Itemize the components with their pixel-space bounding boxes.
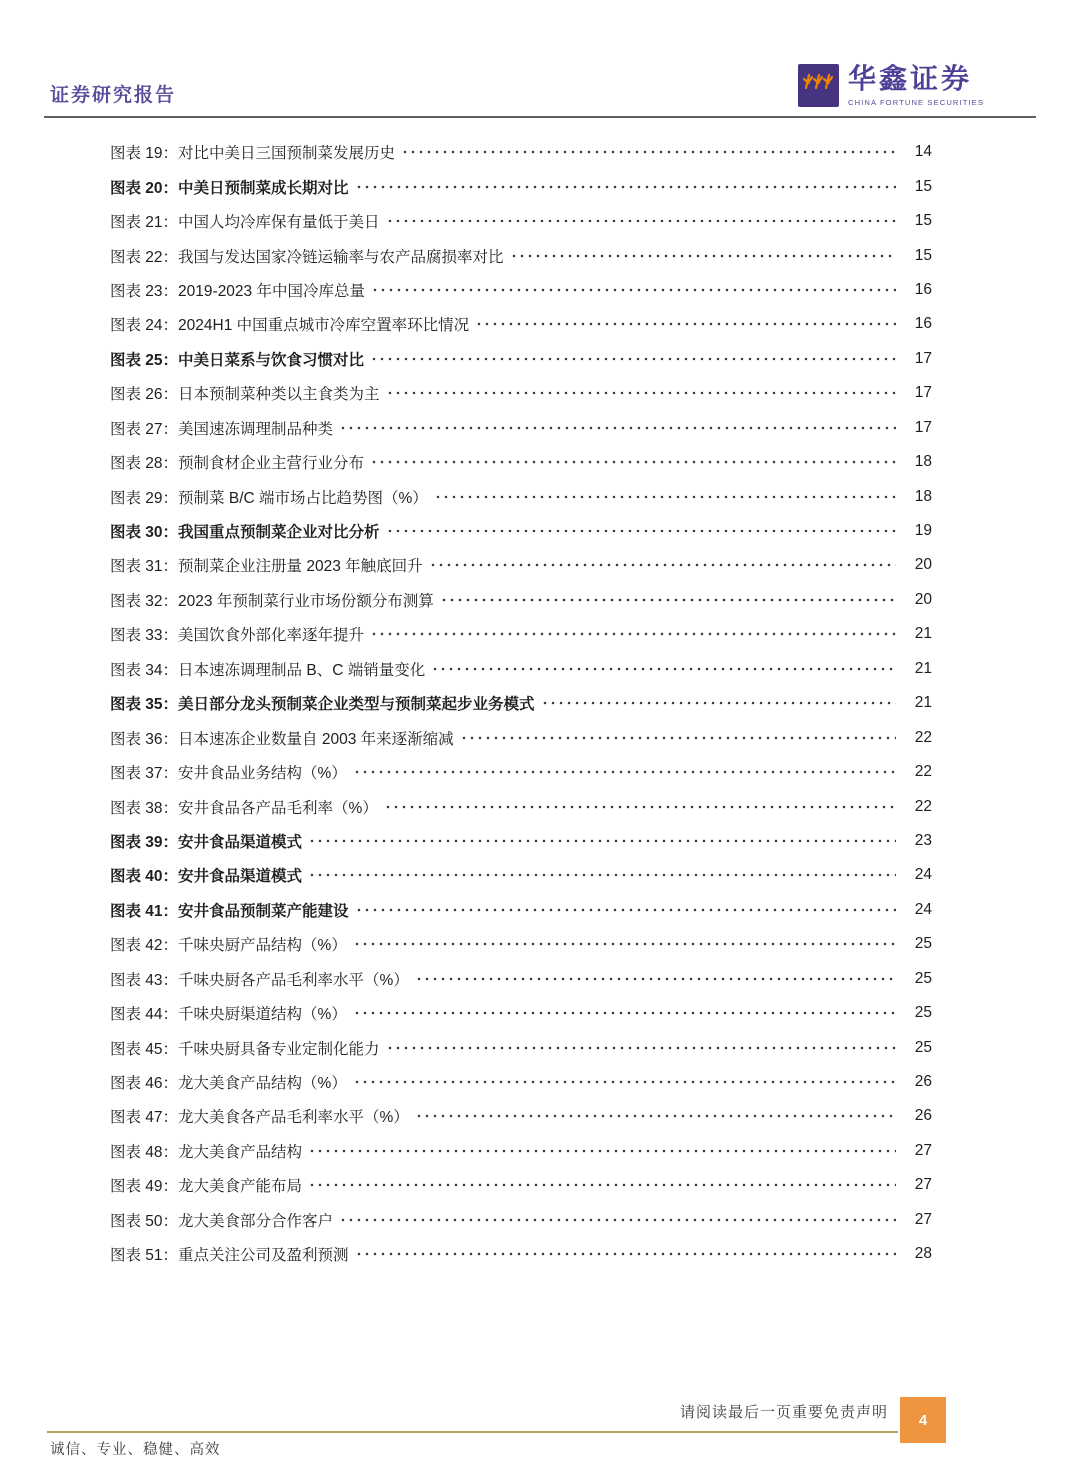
dot-leader bbox=[386, 213, 896, 229]
dot-leader bbox=[355, 902, 896, 918]
dot-leader bbox=[308, 1143, 896, 1159]
toc-entry-page: 24 bbox=[914, 900, 932, 918]
toc-entry bbox=[110, 652, 932, 686]
figure-list bbox=[110, 135, 932, 1271]
toc-entry bbox=[110, 1030, 932, 1064]
toc-entry-label: 图表 35：美日部分龙头预制菜企业类型与预制菜起步业务模式 bbox=[110, 696, 535, 714]
brand-name-en: CHINA FORTUNE SECURITIES bbox=[848, 97, 984, 107]
toc-entry-label: 图表 38：安井食品各产品毛利率（%） bbox=[110, 799, 378, 817]
toc-entry-label: 图表 33：美国饮食外部化率逐年提升 bbox=[110, 627, 365, 645]
toc-entry-page: 22 bbox=[914, 728, 932, 746]
dot-leader bbox=[510, 248, 896, 264]
toc-entry bbox=[110, 307, 932, 341]
toc-entry-page: 21 bbox=[914, 625, 932, 643]
toc-entry-label: 图表 41：安井食品预制菜产能建设 bbox=[110, 902, 349, 920]
toc-entry-page: 27 bbox=[914, 1176, 932, 1194]
toc-entry bbox=[110, 755, 932, 789]
report-type-label: 证券研究报告 bbox=[50, 85, 177, 106]
dot-leader bbox=[401, 144, 896, 160]
dot-leader bbox=[460, 730, 896, 746]
toc-entry bbox=[110, 1168, 932, 1202]
toc-entry bbox=[110, 617, 932, 651]
toc-entry bbox=[110, 1237, 932, 1271]
brand-logo bbox=[798, 64, 984, 107]
toc-entry-page: 25 bbox=[914, 935, 932, 953]
toc-entry-page: 16 bbox=[914, 280, 932, 298]
toc-entry-label: 图表 49：龙大美食产能布局 bbox=[110, 1178, 303, 1196]
footer-divider bbox=[47, 1431, 898, 1433]
dot-leader bbox=[415, 971, 896, 987]
page-number-badge: 4 bbox=[900, 1397, 946, 1443]
dot-leader bbox=[415, 1108, 896, 1124]
toc-entry bbox=[110, 893, 932, 927]
toc-entry-page: 25 bbox=[914, 1004, 932, 1022]
toc-entry-label: 图表 40：安井食品渠道模式 bbox=[110, 868, 303, 886]
toc-entry bbox=[110, 479, 932, 513]
dot-leader bbox=[386, 1040, 896, 1056]
toc-entry-label: 图表 48：龙大美食产品结构 bbox=[110, 1143, 303, 1161]
toc-entry-page: 20 bbox=[914, 590, 932, 608]
toc-entry bbox=[110, 996, 932, 1030]
toc-entry-page: 18 bbox=[914, 453, 932, 471]
toc-entry-label: 图表 21：中国人均冷库保有量低于美日 bbox=[110, 214, 380, 232]
toc-entry-label: 图表 26：日本预制菜种类以主食类为主 bbox=[110, 386, 380, 404]
toc-entry-label: 图表 42：千味央厨产品结构（%） bbox=[110, 937, 347, 955]
toc-entry-page: 24 bbox=[914, 866, 932, 884]
toc-entry-label: 图表 24：2024H1 中国重点城市冷库空置率环比情况 bbox=[110, 317, 470, 335]
brand-text bbox=[848, 64, 984, 107]
dot-leader bbox=[370, 626, 896, 642]
toc-entry-label: 图表 39：安井食品渠道模式 bbox=[110, 833, 303, 851]
toc-entry-label: 图表 29：预制菜 B/C 端市场占比趋势图（%） bbox=[110, 489, 428, 507]
toc-entry-page: 20 bbox=[914, 556, 932, 574]
dot-leader bbox=[434, 489, 896, 505]
toc-entry-page: 28 bbox=[914, 1245, 932, 1263]
toc-entry-page: 21 bbox=[914, 694, 932, 712]
dot-leader bbox=[386, 385, 896, 401]
toc-entry-page: 26 bbox=[914, 1073, 932, 1091]
toc-entry bbox=[110, 445, 932, 479]
toc-entry-page: 21 bbox=[914, 659, 932, 677]
toc-entry-label: 图表 32：2023 年预制菜行业市场份额分布测算 bbox=[110, 592, 434, 610]
dot-leader bbox=[308, 867, 896, 883]
toc-entry bbox=[110, 204, 932, 238]
toc-entry bbox=[110, 962, 932, 996]
toc-entry bbox=[110, 169, 932, 203]
dot-leader bbox=[339, 420, 896, 436]
toc-entry-label: 图表 47：龙大美食各产品毛利率水平（%） bbox=[110, 1109, 409, 1127]
toc-entry-label: 图表 23：2019-2023 年中国冷库总量 bbox=[110, 282, 365, 300]
toc-entry-page: 15 bbox=[914, 212, 932, 230]
toc-entry-page: 27 bbox=[914, 1141, 932, 1159]
toc-entry-label: 图表 19：对比中美日三国预制菜发展历史 bbox=[110, 145, 396, 163]
toc-entry-label: 图表 31：预制菜企业注册量 2023 年触底回升 bbox=[110, 558, 423, 576]
toc-entry-page: 19 bbox=[914, 522, 932, 540]
toc-entry-page: 26 bbox=[914, 1107, 932, 1125]
dot-leader bbox=[371, 282, 896, 298]
dot-leader bbox=[370, 454, 896, 470]
brand-logo-icon bbox=[798, 64, 839, 107]
toc-entry-label: 图表 46：龙大美食产品结构（%） bbox=[110, 1075, 347, 1093]
company-slogan: 诚信、专业、稳健、高效 bbox=[50, 1442, 221, 1458]
toc-entry bbox=[110, 583, 932, 617]
toc-entry bbox=[110, 927, 932, 961]
toc-entry-label: 图表 20：中美日预制菜成长期对比 bbox=[110, 179, 349, 197]
toc-entry bbox=[110, 686, 932, 720]
toc-entry-label: 图表 51：重点关注公司及盈利预测 bbox=[110, 1247, 349, 1265]
toc-entry-page: 17 bbox=[914, 384, 932, 402]
toc-entry bbox=[110, 514, 932, 548]
toc-entry bbox=[110, 789, 932, 823]
toc-entry bbox=[110, 1203, 932, 1237]
brand-name-cn: 华鑫证券 bbox=[848, 63, 973, 94]
toc-entry-page: 14 bbox=[914, 143, 932, 161]
toc-entry bbox=[110, 1099, 932, 1133]
toc-entry-label: 图表 27：美国速冻调理制品种类 bbox=[110, 420, 334, 438]
toc-entry-page: 15 bbox=[914, 177, 932, 195]
toc-entry-label: 图表 30：我国重点预制菜企业对比分析 bbox=[110, 524, 380, 542]
toc-entry-label: 图表 22：我国与发达国家冷链运输率与农产品腐损率对比 bbox=[110, 248, 504, 266]
toc-entry-label: 图表 50：龙大美食部分合作客户 bbox=[110, 1212, 334, 1230]
toc-entry bbox=[110, 548, 932, 582]
dot-leader bbox=[353, 1005, 896, 1021]
toc-entry bbox=[110, 720, 932, 754]
dot-leader bbox=[308, 1177, 896, 1193]
header-divider bbox=[44, 116, 1036, 118]
toc-entry-page: 17 bbox=[914, 349, 932, 367]
toc-entry-page: 22 bbox=[914, 797, 932, 815]
toc-entry-label: 图表 44：千味央厨渠道结构（%） bbox=[110, 1006, 347, 1024]
dot-leader bbox=[353, 936, 896, 952]
toc-entry bbox=[110, 238, 932, 272]
dot-leader bbox=[429, 557, 896, 573]
dot-leader bbox=[370, 351, 896, 367]
dot-leader bbox=[440, 592, 896, 608]
toc-entry-page: 15 bbox=[914, 246, 932, 264]
toc-entry-label: 图表 34：日本速冻调理制品 B、C 端销量变化 bbox=[110, 661, 426, 679]
toc-entry-page: 25 bbox=[914, 1038, 932, 1056]
toc-entry-label: 图表 43：千味央厨各产品毛利率水平（%） bbox=[110, 971, 409, 989]
toc-entry-page: 23 bbox=[914, 831, 932, 849]
toc-entry bbox=[110, 1134, 932, 1168]
disclaimer-text: 请阅读最后一页重要免责声明 bbox=[679, 1404, 888, 1421]
toc-entry-page: 27 bbox=[914, 1210, 932, 1228]
toc-entry-page: 17 bbox=[914, 418, 932, 436]
dot-leader bbox=[431, 661, 896, 677]
toc-entry-page: 18 bbox=[914, 487, 932, 505]
toc-entry bbox=[110, 376, 932, 410]
toc-entry bbox=[110, 273, 932, 307]
dot-leader bbox=[475, 316, 896, 332]
dot-leader bbox=[308, 833, 896, 849]
dot-leader bbox=[339, 1212, 896, 1228]
dot-leader bbox=[353, 764, 896, 780]
toc-entry-label: 图表 28：预制食材企业主营行业分布 bbox=[110, 455, 365, 473]
dot-leader bbox=[355, 1246, 896, 1262]
dot-leader bbox=[541, 695, 896, 711]
toc-entry-label: 图表 36：日本速冻企业数量自 2003 年来逐渐缩减 bbox=[110, 730, 454, 748]
dot-leader bbox=[353, 1074, 896, 1090]
dot-leader bbox=[384, 799, 896, 815]
toc-entry-page: 16 bbox=[914, 315, 932, 333]
toc-entry-label: 图表 37：安井食品业务结构（%） bbox=[110, 765, 347, 783]
toc-entry bbox=[110, 342, 932, 376]
dot-leader bbox=[386, 523, 896, 539]
toc-entry-label: 图表 25：中美日菜系与饮食习惯对比 bbox=[110, 351, 365, 369]
toc-entry bbox=[110, 135, 932, 169]
toc-entry bbox=[110, 858, 932, 892]
toc-entry-page: 25 bbox=[914, 969, 932, 987]
toc-entry-label: 图表 45：千味央厨具备专业定制化能力 bbox=[110, 1040, 380, 1058]
toc-entry-page: 22 bbox=[914, 763, 932, 781]
dot-leader bbox=[355, 179, 896, 195]
toc-entry bbox=[110, 411, 932, 445]
toc-entry bbox=[110, 1065, 932, 1099]
toc-entry bbox=[110, 824, 932, 858]
